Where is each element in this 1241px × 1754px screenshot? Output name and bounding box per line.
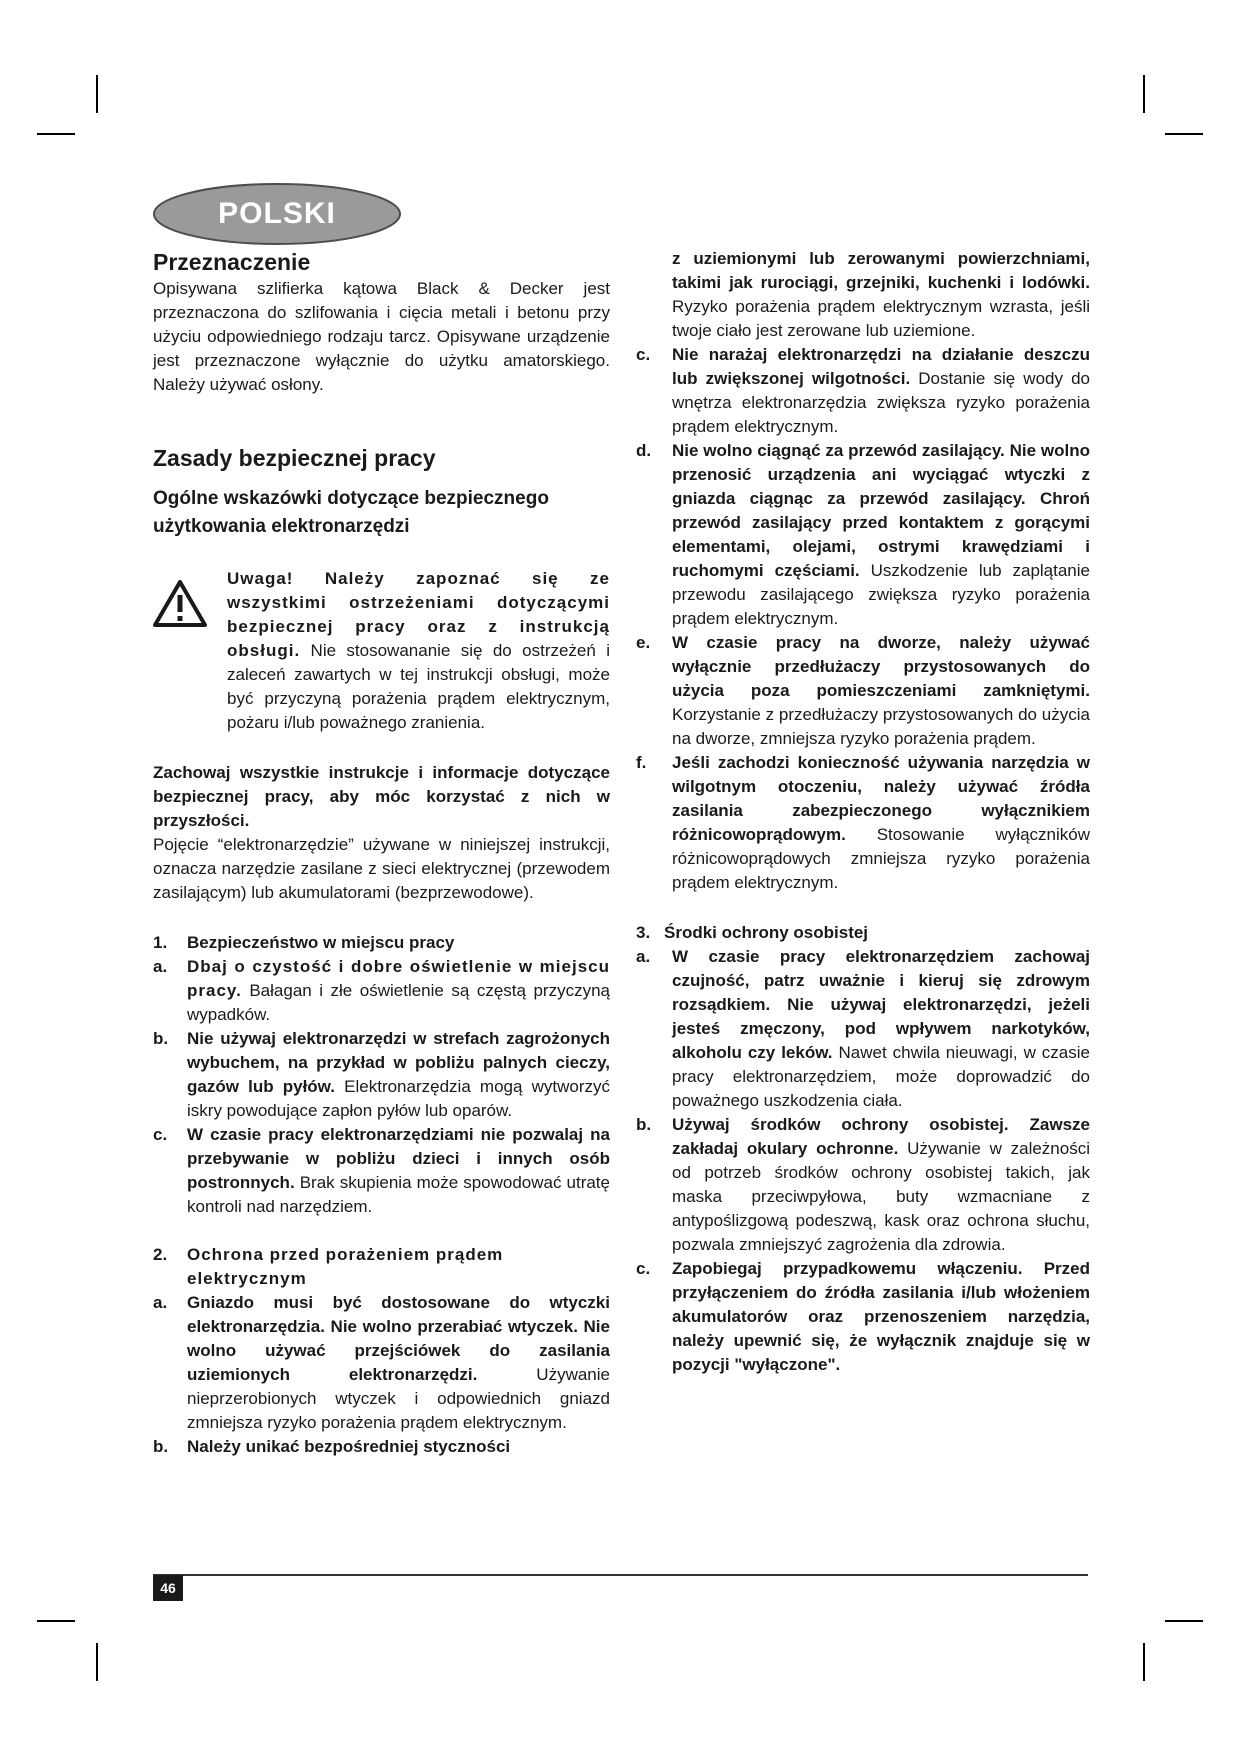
language-label: POLSKI bbox=[218, 197, 336, 230]
list-item bbox=[636, 945, 1090, 1113]
section-number: 3. bbox=[636, 923, 651, 942]
crop-mark bbox=[1165, 133, 1203, 135]
item-label: a. bbox=[153, 1293, 168, 1312]
item-bold: Zapobiegaj przypadkowemu włączeniu. Przed przyłączeniem do źródła zasilania i/lub włożeniem akumulatorów oraz przenoszeniem narzędzia, należy upewnić się, że wyłącznik znajduje się w pozycji "wyłączone". bbox=[672, 1259, 1090, 1374]
item-label: b. bbox=[153, 1437, 169, 1456]
section-2-heading bbox=[153, 1243, 610, 1291]
item-label: b. bbox=[153, 1029, 169, 1048]
item-text: Ryzyko porażenia prądem elektrycznym wzrasta, jeśli twoje ciało jest zerowane lub uziemione. bbox=[672, 297, 1090, 340]
warning-triangle-icon bbox=[153, 579, 207, 627]
intro-text: Opisywana szlifierka kątowa Black & Decker jest przeznaczona do szlifowania i cięcia metali i betonu przy użyciu odpowiedniego rodzaju tarcz. Opisywane urządzenie jest przeznaczone wyłącznie do użytku amatorskiego. Należy używać osłony. bbox=[153, 279, 610, 394]
crop-mark bbox=[1143, 75, 1145, 113]
item-bold: Używaj środków ochrony osobistej. Zawsze zakładaj okulary ochronne. bbox=[672, 1115, 1090, 1158]
item-bold: Jeśli zachodzi konieczność używania narzędzia w wilgotnym otoczeniu, należy używać źródła zasilania zabezpieczonego wyłącznikiem różnicowoprądowym. bbox=[672, 753, 1090, 844]
item-text: Brak skupienia może spowodować utratę kontroli nad narzędziem. bbox=[187, 1173, 610, 1216]
item-label: a. bbox=[153, 957, 168, 976]
item-text: Dostanie się wody do wnętrza elektronarzędzia zwiększa ryzyko porażenia prądem elektrycznym. bbox=[672, 369, 1090, 436]
item-bold: Gniazdo musi być dostosowane do wtyczki elektronarzędzia. Nie wolno przerabiać wtyczek. Nie wolno używać przejściówek do zasilania uziemionych elektronarzędzi. bbox=[187, 1293, 610, 1384]
intro-title: Przeznaczenie bbox=[153, 249, 311, 275]
crop-mark bbox=[1165, 1620, 1203, 1622]
list-item bbox=[153, 955, 610, 1027]
list-item bbox=[636, 439, 1090, 631]
crop-mark bbox=[96, 75, 98, 113]
keep-text: Pojęcie “elektronarzędzie” używane w niniejszej instrukcji, oznacza narzędzie zasilane z sieci elektrycznej (przewodem zasilającym) lub akumulatorami (bezprzewodowe). bbox=[153, 835, 610, 902]
crop-mark bbox=[96, 1643, 98, 1681]
item-bold: Nie wolno ciągnąć za przewód zasilający. Nie wolno przenosić urządzenia ani wyciągać wtyczki z gniazda ciągnąc za przewód zasilający. Chroń przewód zasilający przed kontaktem z gorącymi elementami, olejami, ostrymi krawędziami i ruchomymi częściami. bbox=[672, 441, 1090, 580]
section-1-heading bbox=[153, 931, 610, 955]
list-item bbox=[636, 751, 1090, 895]
warning-text: Nie stosowananie się do ostrzeżeń i zaleceń zawartych w tej instrukcji obsługi, może być przyczyną porażenia prądem elektrycznym, pożaru i/lub poważnego zranienia. bbox=[227, 641, 610, 732]
item-text: Stosowanie wyłączników różnicowoprądowych zmniejsza ryzyko porażenia prądem elektrycznym. bbox=[672, 825, 1090, 892]
item-bold: W czasie pracy na dworze, należy używać wyłącznie przedłużaczy przystosowanych do użycia poza pomieszczeniami zamkniętymi. bbox=[672, 633, 1090, 700]
item-bold: W czasie pracy elektronarzędziami nie pozwalaj na przebywanie w pobliżu dzieci i innych osób postronnych. bbox=[187, 1125, 610, 1192]
keep-bold: Zachowaj wszystkie instrukcje i informacje dotyczące bezpiecznej pracy, aby móc korzystać z nich w przyszłości. bbox=[153, 763, 610, 830]
item-bold: z uziemionymi lub zerowanymi powierzchniami, takimi jak rurociągi, grzejniki, kuchenki i lodówki. bbox=[672, 249, 1090, 292]
list-item bbox=[153, 1291, 610, 1435]
right-column bbox=[636, 247, 1090, 1377]
section-title: Środki ochrony osobistej bbox=[664, 923, 869, 942]
list-item bbox=[636, 1257, 1090, 1377]
warning-bold: Uwaga! Należy zapoznać się ze wszystkimi ostrzeżeniami dotyczącymi bezpiecznej pracy oraz z instrukcją obsługi. bbox=[227, 569, 610, 660]
section-number: 2. bbox=[153, 1245, 168, 1264]
item-label: f. bbox=[636, 753, 647, 772]
page-number: 46 bbox=[153, 1575, 183, 1601]
list-item bbox=[636, 1113, 1090, 1257]
crop-mark bbox=[37, 1620, 75, 1622]
item-text: Nawet chwila nieuwagi, w czasie pracy elektronarzędziem, może doprowadzić do poważnego uszkodzenia ciała. bbox=[672, 1043, 1090, 1110]
item-text: Korzystanie z przedłużaczy przystosowanych do użycia na dworze, zmniejsza ryzyko porażenia prądem. bbox=[672, 705, 1090, 748]
left-column bbox=[153, 247, 610, 1459]
item-text: Używanie nieprzerobionych wtyczek i odpowiednich gniazd zmniejsza ryzyko porażenia prądem elektrycznym. bbox=[187, 1365, 610, 1432]
section-title: Bezpieczeństwo w miejscu pracy bbox=[187, 933, 455, 952]
item-label: c. bbox=[153, 1125, 168, 1144]
section-title: Ochrona przed porażeniem prądem elektrycznym bbox=[187, 1245, 504, 1288]
item-bold: W czasie pracy elektronarzędziem zachowaj czujność, patrz uważnie i kieruj się zdrowym rozsądkiem. Nie używaj elektronarzędzi, jeżeli jesteś zmęczony, pod wpływem narkotyków, alkoholu czy leków. bbox=[672, 947, 1090, 1062]
item-label: d. bbox=[636, 441, 652, 460]
item-label: c. bbox=[636, 1259, 651, 1278]
item-text: Elektronarzędzia mogą wytworzyć iskry powodujące zapłon pyłów lub oparów. bbox=[187, 1077, 610, 1120]
item-bold: Nie używaj elektronarzędzi w strefach zagrożonych wybuchem, na przykład w pobliżu palnych cieczy, gazów lub pyłów. bbox=[187, 1029, 610, 1096]
list-item bbox=[153, 1435, 610, 1459]
list-item bbox=[636, 631, 1090, 751]
footer-rule bbox=[153, 1574, 1088, 1576]
warning-block bbox=[153, 567, 610, 735]
general-subtitle: Ogólne wskazówki dotyczące bezpiecznego użytkowania elektronarzędzi bbox=[153, 488, 549, 537]
list-item bbox=[636, 343, 1090, 439]
crop-mark bbox=[37, 133, 75, 135]
item-bold: Dbaj o czystość i dobre oświetlenie w miejscu pracy. bbox=[187, 957, 610, 1000]
list-item bbox=[153, 1027, 610, 1123]
safety-title: Zasady bezpiecznej pracy bbox=[153, 445, 436, 471]
crop-mark bbox=[1143, 1643, 1145, 1681]
item-bold: Nie narażaj elektronarzędzi na działanie deszczu lub zwiększonej wilgotności. bbox=[672, 345, 1090, 388]
item-text: Używanie w zależności od potrzeb środków ochrony osobistej takich, jak maska przeciwpyłowa, buty wzmacniane z antypoślizgową podeszwą, kask oraz ochrona słuchu, pozwala zmniejszyć zagrożenia dla zdrowia. bbox=[672, 1139, 1090, 1254]
item-label: e. bbox=[636, 633, 651, 652]
list-item bbox=[153, 1123, 610, 1219]
item-text: Bałagan i złe oświetlenie są częstą przyczyną wypadków. bbox=[187, 981, 610, 1024]
item-bold: Należy unikać bezpośredniej styczności bbox=[187, 1437, 511, 1456]
item-label: a. bbox=[636, 947, 651, 966]
item-label: b. bbox=[636, 1115, 652, 1134]
list-item-continued bbox=[636, 247, 1090, 343]
language-badge bbox=[152, 182, 402, 246]
section-number: 1. bbox=[153, 933, 168, 952]
section-3-heading bbox=[636, 921, 1090, 945]
item-text: Uszkodzenie lub zaplątanie przewodu zasilającego zwiększa ryzyko porażenia prądem elektrycznym. bbox=[672, 561, 1090, 628]
item-label: c. bbox=[636, 345, 651, 364]
